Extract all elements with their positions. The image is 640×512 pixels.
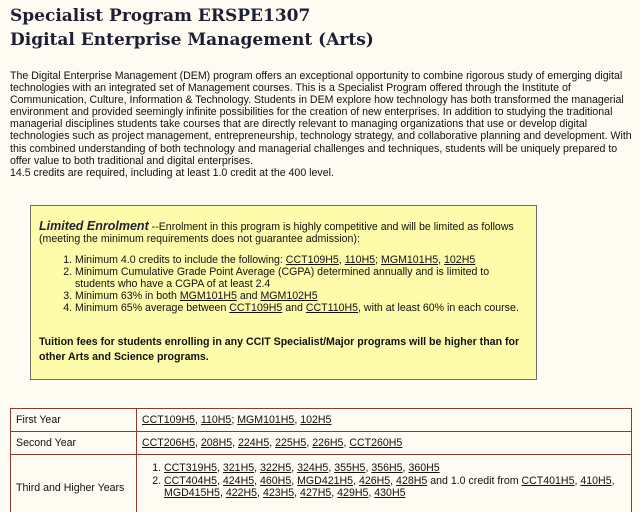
course-link[interactable]: 427H5 xyxy=(300,487,332,499)
separator: , xyxy=(257,487,263,499)
separator: , xyxy=(438,254,445,266)
course-link[interactable]: 410H5 xyxy=(580,474,612,487)
enrolment-item xyxy=(75,254,529,266)
separator: , xyxy=(365,462,372,474)
course-link[interactable]: 430H5 xyxy=(374,487,406,499)
separator: , xyxy=(402,462,409,474)
table-row xyxy=(11,455,632,512)
separator: , xyxy=(390,474,397,487)
course-link[interactable]: 424H5 xyxy=(222,474,255,487)
separator: , xyxy=(217,474,223,487)
page-title xyxy=(10,4,374,52)
enrolment-heading xyxy=(39,220,529,245)
course-link[interactable]: 225H5 xyxy=(275,437,307,449)
item-text: and xyxy=(282,302,306,314)
course-link[interactable]: 110H5 xyxy=(344,254,376,266)
row-courses xyxy=(137,409,632,432)
separator: , xyxy=(254,462,260,474)
course-link[interactable]: CCT319H5 xyxy=(164,462,217,474)
group-text: and 1.0 credit from xyxy=(427,474,522,487)
course-link[interactable]: 208H5 xyxy=(200,437,233,449)
course-link[interactable]: CCT401H5 xyxy=(521,474,575,487)
separator: , xyxy=(611,474,615,487)
course-link[interactable]: 423H5 xyxy=(262,487,295,499)
limited-enrolment-box xyxy=(30,205,537,380)
separator: , xyxy=(195,437,201,449)
course-link[interactable]: 102H5 xyxy=(300,414,332,426)
item-text: and xyxy=(236,290,261,302)
course-link[interactable]: 360H5 xyxy=(408,462,440,474)
course-link[interactable]: 428H5 xyxy=(396,474,428,487)
enrolment-item: 2. Minimum Cumulative Grade Point Average (CGPA) determined annually and is limited to students who have a CGPA of at least 2.4 xyxy=(75,266,529,290)
separator: ; xyxy=(231,414,238,426)
table-row xyxy=(11,409,632,432)
separator: , xyxy=(217,462,223,474)
tuition-fees-note: Tuition fees for students enrolling in any CCIT Specialist/Major programs will be higher than for other Arts and Science programs. xyxy=(39,336,520,363)
enrolment-item xyxy=(75,302,529,314)
course-link[interactable]: CCT109H5 xyxy=(285,254,339,266)
row-label: First Year xyxy=(11,409,137,432)
course-group xyxy=(164,462,626,475)
course-link[interactable]: 356H5 xyxy=(371,462,403,474)
course-link[interactable]: CCT260H5 xyxy=(349,437,403,449)
course-link[interactable]: CCT404H5 xyxy=(164,474,217,487)
program-name-title: Digital Enterprise Management (Arts) xyxy=(10,30,374,50)
separator: , xyxy=(331,487,338,499)
separator: , xyxy=(306,437,313,449)
separator: , xyxy=(254,474,260,487)
separator: , xyxy=(294,487,301,499)
separator: , xyxy=(328,462,335,474)
course-link[interactable]: 321H5 xyxy=(222,462,255,474)
row-label: Second Year xyxy=(11,432,137,455)
separator: , xyxy=(343,437,350,449)
row-label: Third and Higher Years xyxy=(11,455,137,512)
separator: , xyxy=(338,254,345,266)
item-text: Minimum 4.0 credits to include the following: xyxy=(75,254,286,266)
course-groups-list xyxy=(142,462,626,500)
row-courses xyxy=(137,455,632,512)
table-row xyxy=(11,432,632,455)
separator: , xyxy=(574,474,581,487)
course-link[interactable]: 322H5 xyxy=(260,462,292,474)
enrolment-title: Limited Enrolment xyxy=(39,219,149,233)
course-link[interactable]: 224H5 xyxy=(238,437,270,449)
course-link[interactable]: MGM101H5 xyxy=(179,290,237,302)
separator: , xyxy=(291,462,298,474)
course-link[interactable]: 226H5 xyxy=(312,437,344,449)
course-link[interactable]: CCT109H5 xyxy=(229,302,283,314)
program-description xyxy=(10,70,632,179)
course-group xyxy=(164,475,626,500)
enrolment-intro: --Enrolment in this program is highly competitive and will be limited as follows (meeting the minimum requirements does not guarantee admission): xyxy=(39,221,514,245)
row-courses xyxy=(137,432,632,455)
program-code-title: Specialist Program ERSPE1307 xyxy=(10,6,311,26)
course-link[interactable]: MGD415H5 xyxy=(164,487,220,499)
description-paragraph: The Digital Enterprise Management (DEM) program offers an exceptional opportunity to combine rigorous study of emerging digital technologies with an integrated set of Management courses. This is a Specialist Program offered through the Institute of Communication, Culture, Information & Technology. Students in DEM explore how technology has both transformed the managerial environment and provided seemingly infinite possibilities for the creation of new enterprises. In addition to studying the traditional managerial disciplines students take courses that are directly relevant to managing organizations that use or develop digital technologies such as project management, entrepreneurship, technology strategy, and collaborative planning and development. With this combined understanding of both technology and managerial challenges and techniques, students will be uniquely prepared to offer value to both traditional and digital enterprises. xyxy=(10,70,632,167)
course-link[interactable]: 429H5 xyxy=(337,487,369,499)
separator: ; xyxy=(375,254,382,266)
course-link[interactable]: 422H5 xyxy=(225,487,258,499)
course-link[interactable]: MGM101H5 xyxy=(237,414,295,426)
enrolment-requirements-list xyxy=(39,254,529,314)
course-link[interactable]: 355H5 xyxy=(334,462,366,474)
program-requirements-table xyxy=(10,408,632,512)
course-list xyxy=(164,475,427,487)
course-link[interactable]: CCT110H5 xyxy=(305,302,359,314)
course-link[interactable]: MGD421H5 xyxy=(297,474,354,487)
course-link[interactable]: CCT109H5 xyxy=(142,414,195,426)
course-link[interactable]: CCT206H5 xyxy=(142,437,195,449)
course-link[interactable]: MGM101H5 xyxy=(381,254,439,266)
course-link[interactable]: 426H5 xyxy=(358,474,391,487)
course-link[interactable]: 324H5 xyxy=(297,462,329,474)
course-link[interactable]: MGM102H5 xyxy=(260,290,318,302)
separator: , xyxy=(291,474,298,487)
enrolment-item xyxy=(75,290,529,302)
item-text: Minimum 63% in both xyxy=(75,290,180,302)
separator: , xyxy=(269,437,276,449)
separator: , xyxy=(195,414,201,426)
course-link[interactable]: 460H5 xyxy=(260,474,292,487)
item-text: , with at least 60% in each course. xyxy=(358,302,519,314)
item-text: Minimum 65% average between xyxy=(75,302,230,314)
separator: , xyxy=(353,474,359,487)
separator: , xyxy=(219,487,226,499)
separator: , xyxy=(232,437,238,449)
course-link[interactable]: 110H5 xyxy=(200,414,232,426)
credits-requirement: 14.5 credits are required, including at least 1.0 credit at the 400 level. xyxy=(10,166,334,179)
course-link[interactable]: 102H5 xyxy=(444,254,476,266)
separator: , xyxy=(294,414,301,426)
separator: , xyxy=(368,487,375,499)
